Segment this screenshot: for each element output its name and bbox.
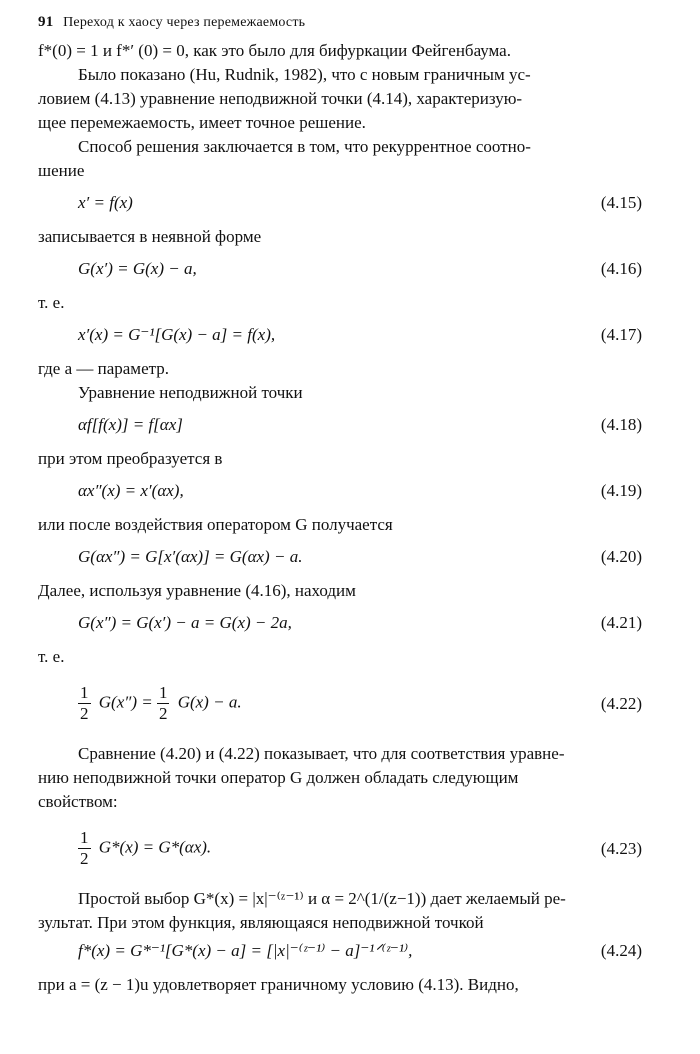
equation-4-20 [38,545,642,569]
text-line: нию неподвижной точки оператор G должен обладать следующим [38,768,519,787]
equation-4-24 [38,939,642,963]
equation-tag: (4.19) [600,481,642,500]
text-line: т. е. [38,293,65,312]
equation-tag: (4.18) [600,415,642,434]
text-line: f*(0) = 1 и f*′ (0) = 0, как это было для бифуркации Фейгенбаума. [38,41,511,60]
equation-4-22 [38,683,642,724]
equation-expr: G(αx″) = G[x′(αx)] = G(αx) − a. [78,547,303,566]
equation-tag: (4.17) [600,325,642,344]
document-page [38,10,642,997]
running-title: Переход к хаосу через перемежаемость [63,15,306,30]
equation-expr: G(x′) = G(x) − a, [78,259,197,278]
text-line: или после воздействия оператором G получается [38,515,393,534]
equation-expr: G(x″) = G(x′) − a = G(x) − 2a, [78,613,292,632]
running-header [38,10,642,35]
equation-expr: αx″(x) = x′(αx), [78,481,184,500]
equation-4-16 [38,257,642,281]
equation-expr: x′(x) = G⁻¹[G(x) − a] = f(x), [78,325,276,344]
text-line: где a — параметр. [38,359,169,378]
text-line: при этом преобразуется в [38,449,223,468]
equation-tag: (4.22) [600,693,642,713]
equation-body [78,828,211,869]
paragraph-line: Было показано (Hu, Rudnik, 1982), что с новым граничным ус- [78,65,531,84]
equation-expr: x′ = f(x) [78,193,133,212]
paragraph-line: Уравнение неподвижной точки [78,383,303,402]
equation-tag: (4.15) [600,193,642,212]
equation-expr: αf[f(x)] = f[αx] [78,415,183,434]
equation-tag: (4.20) [600,547,642,566]
equation-tag: (4.23) [600,838,642,858]
text-line: т. е. [38,647,65,666]
fraction-numerator: 1 [80,828,89,847]
equation-expr-right: G(x) − a. [177,692,242,712]
paragraph-line: Простой выбор G*(x) = |x|⁻⁽ᶻ⁻¹⁾ и α = 2^(1/(z−1)) дает желаемый ре- [78,889,566,908]
equation-4-19 [38,479,642,503]
text-line: свойством: [38,792,118,811]
text-line: зультат. При этом функция, являющаяся неподвижной точкой [38,913,484,932]
text-line: записывается в неявной форме [38,227,262,246]
equation-4-18 [38,413,642,437]
equation-expr: f*(x) = G*⁻¹[G*(x) − a] = [|x|⁻⁽ᶻ⁻¹⁾ − a]⁻¹ᐟ⁽ᶻ⁻¹⁾, [78,941,413,960]
fraction [78,828,91,869]
paragraph-line: Способ решения заключается в том, что рекуррентное соотно- [78,137,531,156]
fraction-numerator: 1 [80,683,89,702]
page-number: 91 [38,14,54,30]
text-line: шение [38,161,85,180]
equation-expr: G*(x) = G*(αx). [98,837,212,857]
equation-4-17 [38,323,642,347]
equation-tag: (4.21) [600,613,642,632]
text-line: ловием (4.13) уравнение неподвижной точки (4.14), характеризую- [38,89,523,108]
text-line: при a = (z − 1)u удовлетворяет граничному условию (4.13). Видно, [38,975,519,994]
paragraph-line: Сравнение (4.20) и (4.22) показывает, что для соответствия уравне- [78,744,565,763]
fraction-denominator: 2 [158,704,168,723]
text-line: щее перемежаемость, имеет точное решение. [38,113,366,132]
equation-expr-left: G(x″) = [98,692,153,712]
equation-4-23 [38,828,642,869]
fraction [157,683,170,724]
equation-4-21 [38,611,642,635]
fraction [78,683,91,724]
fraction-denominator: 2 [80,849,89,868]
fraction-denominator: 2 [80,704,89,723]
fraction-numerator: 1 [158,683,168,702]
equation-body [78,683,242,724]
equation-tag: (4.16) [600,259,642,278]
equation-4-15 [38,191,642,215]
equation-tag: (4.24) [600,941,642,960]
text-line: Далее, используя уравнение (4.16), находим [38,581,356,600]
